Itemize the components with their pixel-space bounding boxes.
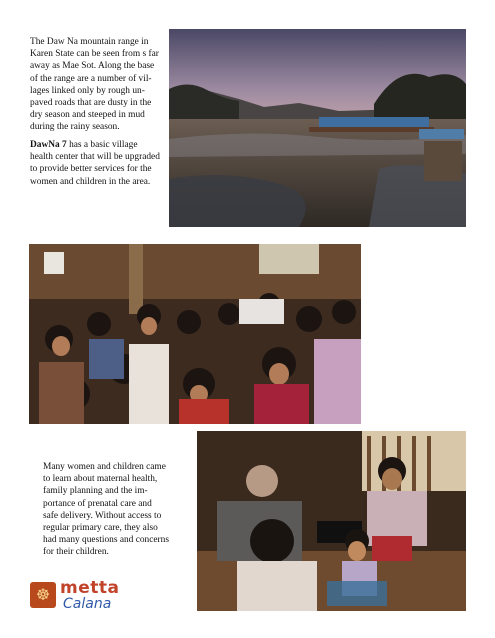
text-line: Many women and children came bbox=[43, 462, 166, 472]
clinic-name: DawNa 7 bbox=[30, 140, 67, 150]
metta-calana-logo bbox=[30, 578, 125, 614]
village-room-photo bbox=[197, 431, 466, 611]
intro-paragraph bbox=[30, 36, 162, 134]
logo-text-top: metta bbox=[60, 578, 120, 598]
text-line: away as Mae Sot. Along the base bbox=[30, 61, 155, 72]
text-line: for their children. bbox=[43, 547, 109, 558]
text-line: had many questions and concerns bbox=[43, 535, 170, 546]
text-line: safe delivery. Without access to bbox=[43, 510, 162, 521]
women-gathering-photo bbox=[29, 244, 361, 424]
text-line: during the rainy season. bbox=[30, 122, 120, 133]
text-line: dry season and steeped in mud bbox=[30, 110, 145, 121]
text-line: of the range are a number of vil- bbox=[30, 73, 152, 84]
river-landscape-photo bbox=[169, 29, 466, 227]
dharma-wheel-icon: ☸ bbox=[30, 582, 56, 608]
text-line: health center that will be upgraded bbox=[30, 152, 160, 163]
women-children-paragraph bbox=[43, 461, 183, 559]
text-line: to learn about maternal health, bbox=[43, 474, 158, 485]
logo-text-bottom: Calana bbox=[63, 596, 112, 612]
text-line: women and children in the area. bbox=[30, 176, 151, 187]
text-fragment: has a basic village bbox=[66, 140, 138, 150]
text-line: regular primary care, they also bbox=[43, 523, 158, 534]
health-center-paragraph bbox=[30, 139, 164, 188]
crowd-illustration bbox=[29, 244, 361, 424]
text-line: to provide better services for the bbox=[30, 164, 152, 175]
text-line: The Daw Na mountain range in bbox=[30, 37, 149, 47]
text-line: paved roads that are dusty in the bbox=[30, 98, 152, 109]
text-line: portance of prenatal care and bbox=[43, 498, 152, 509]
room-illustration bbox=[197, 431, 466, 611]
text-line: Karen State can be seen from s far bbox=[30, 49, 159, 60]
text-line bbox=[30, 139, 164, 151]
text-line: family planning and the im- bbox=[43, 486, 148, 497]
river-landscape-illustration bbox=[169, 29, 466, 227]
text-line: lages linked only by rough un- bbox=[30, 85, 145, 96]
